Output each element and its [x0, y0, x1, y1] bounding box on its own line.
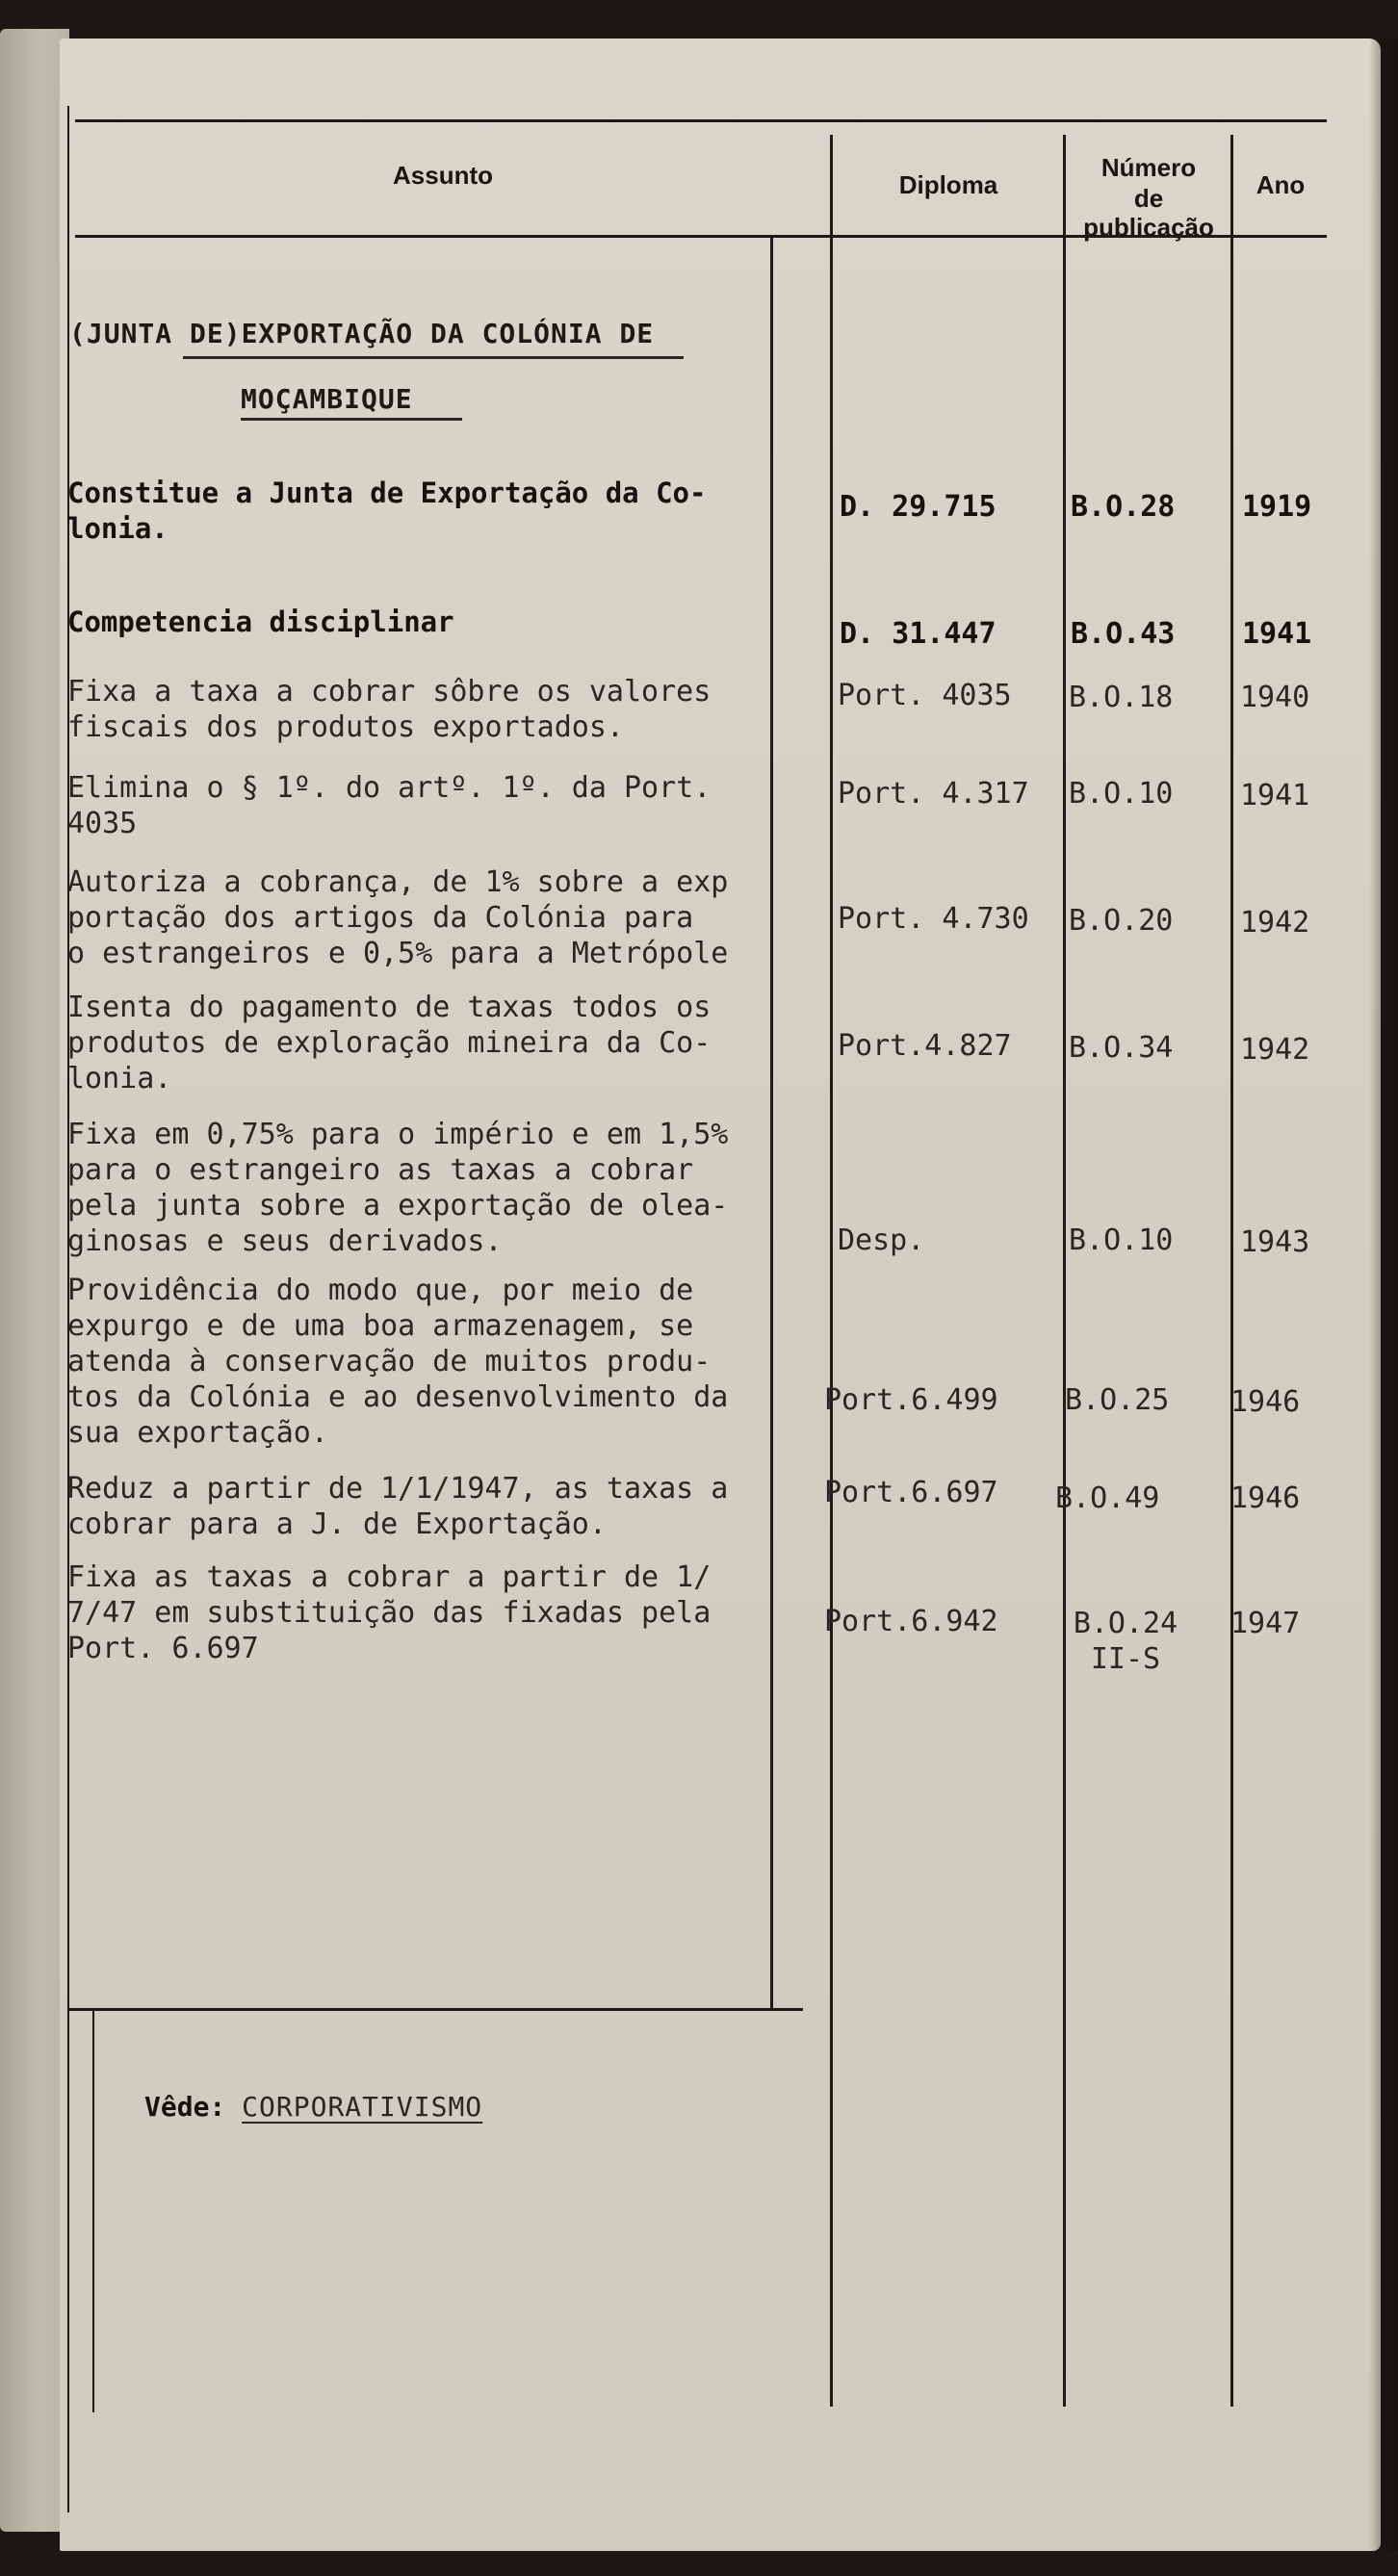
- entry-assunto: Elimina o § 1º. do artº. 1º. da Port. 4035: [67, 771, 712, 840]
- header-numero: Número: [1100, 153, 1197, 182]
- top-rule: [75, 119, 1327, 122]
- col-rule-ano: [1230, 135, 1233, 2407]
- entry-publicacao: B.O.28: [1071, 490, 1176, 524]
- entry-publicacao: B.O.43: [1071, 617, 1176, 651]
- entry-publicacao: B.O.25: [1065, 1383, 1170, 1417]
- entry-ano: 1946: [1230, 1385, 1301, 1419]
- section-title-line1: (JUNTA DE)EXPORTAÇÃO DA COLÓNIA DE: [69, 318, 655, 349]
- section-title-underline1: [183, 356, 684, 359]
- entry-diploma: Port. 4.317: [838, 777, 1029, 811]
- entry-diploma: Desp.: [838, 1224, 925, 1257]
- entry-publicacao: B.O.10: [1069, 777, 1174, 811]
- entry-ano: 1942: [1240, 906, 1310, 940]
- footer-left-rule: [92, 2008, 94, 2412]
- entry-ano: 1941: [1240, 779, 1310, 812]
- entry-diploma: Port. 4.730: [838, 902, 1029, 936]
- entry-assunto: Providência do modo que, por meio de expurgo e de uma boa armazenagem, se atenda à conservação de muitos produ- tos da Colónia e ao desenvolvimento da sua exportação.: [67, 1274, 729, 1450]
- entry-assunto: Reduz a partir de 1/1/1947, as taxas a cobrar para a J. de Exportação.: [67, 1472, 729, 1541]
- header-assunto: Assunto: [393, 161, 493, 190]
- vede-label: Vêde:: [144, 2091, 226, 2123]
- right-edge-shadow: [1369, 39, 1398, 2551]
- entry-diploma: D. 29.715: [840, 490, 997, 524]
- col-rule-diploma: [830, 135, 833, 2407]
- entry-diploma: D. 31.447: [840, 617, 997, 651]
- entry-diploma: Port. 4035: [838, 679, 1012, 712]
- entry-ano: 1919: [1242, 490, 1312, 524]
- entry-ano: 1941: [1242, 617, 1312, 651]
- section-title-line2: MOÇAMBIQUE: [241, 383, 413, 415]
- entry-publicacao: B.O.34: [1069, 1031, 1174, 1065]
- vede-target: CORPORATIVISMO: [242, 2091, 483, 2123]
- col-rule-assunto-inner: [770, 235, 773, 2008]
- entry-diploma: Port.6.499: [824, 1383, 998, 1417]
- cross-reference: [144, 2091, 482, 2123]
- col-rule-numero: [1063, 135, 1066, 2407]
- entry-publicacao: B.O.18: [1069, 681, 1174, 714]
- header-ano: Ano: [1256, 170, 1306, 199]
- entry-ano: 1940: [1240, 681, 1310, 714]
- entry-publicacao: B.O.20: [1069, 904, 1174, 938]
- entry-assunto: Fixa as taxas a cobrar a partir de 1/ 7/47 em substituição das fixadas pela Port. 6.697: [67, 1560, 712, 1665]
- entry-assunto: Constitue a Junta de Exportação da Co- lonia.: [67, 477, 707, 545]
- header-diploma: Diploma: [898, 170, 998, 199]
- entry-ano: 1946: [1230, 1481, 1301, 1515]
- entry-ano: 1942: [1240, 1033, 1310, 1067]
- footer-rule: [67, 2008, 803, 2011]
- entry-assunto: Competencia disciplinar: [67, 605, 454, 638]
- entry-diploma: Port.4.827: [838, 1029, 1012, 1063]
- header-publicacao: de publicação: [1083, 184, 1214, 242]
- entry-publicacao: B.O.10: [1069, 1224, 1174, 1257]
- entry-assunto: Fixa em 0,75% para o império e em 1,5% para o estrangeiro as taxas a cobrar pela junta sobre a exportação de olea- ginosas e seus derivados.: [67, 1118, 729, 1258]
- entry-diploma: Port.6.942: [824, 1605, 998, 1638]
- entry-assunto: Fixa a taxa a cobrar sôbre os valores fiscais dos produtos exportados.: [67, 675, 712, 744]
- entry-ano: 1947: [1230, 1607, 1301, 1640]
- entry-publicacao: B.O.24 II-S: [1073, 1607, 1178, 1676]
- entry-diploma: Port.6.697: [824, 1476, 998, 1509]
- entry-publicacao: B.O.49: [1055, 1481, 1160, 1515]
- entry-assunto: Isenta do pagamento de taxas todos os produtos de exploração mineira da Co- lonia.: [67, 991, 712, 1095]
- entry-ano: 1943: [1240, 1225, 1310, 1259]
- section-title-underline2: [241, 418, 462, 421]
- entry-assunto: Autoriza a cobrança, de 1% sobre a exp portação dos artigos da Colónia para o estrangeiros e 0,5% para a Metrópole: [67, 865, 729, 970]
